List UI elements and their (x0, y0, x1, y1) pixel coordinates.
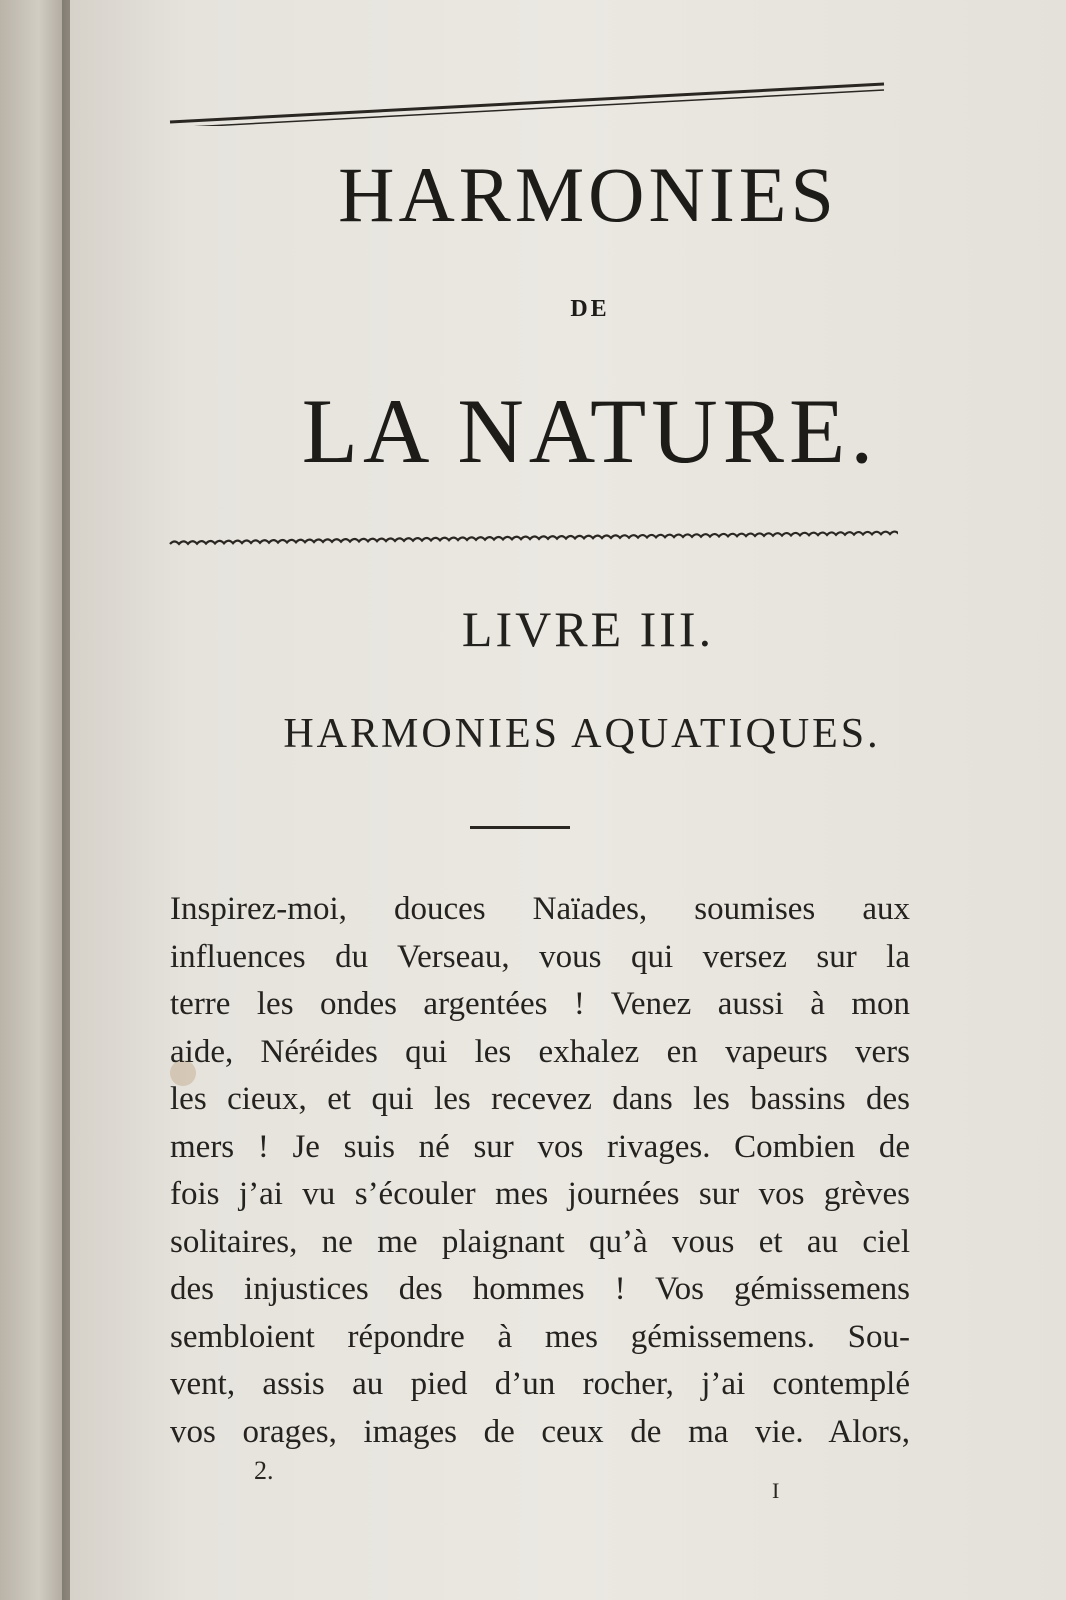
previous-page-edge (0, 0, 70, 1600)
title-line-3: LA NATURE. (301, 380, 879, 482)
wavy-rule (168, 522, 898, 552)
body-paragraph (170, 886, 910, 1456)
page-number: I (772, 1478, 780, 1503)
text-line: les cieux, et qui les recevez dans les bassins des (170, 1081, 910, 1117)
text-line: fois j’ai vu s’écouler mes journées sur vos grèves (170, 1176, 910, 1212)
text-line: aide, Néréides qui les exhalez en vapeurs vers (170, 1033, 910, 1070)
book-heading: LIVRE III. (461, 601, 715, 657)
text-line: mers ! Je suis né sur vos rivages. Combien de (170, 1128, 910, 1165)
text-line: Inspirez-moi, douces Naïades, soumises aux (170, 891, 910, 927)
text-line: influences du Verseau, vous qui versez sur la (170, 938, 910, 975)
section-heading: HARMONIES AQUATIQUES. (283, 711, 881, 757)
title-line-1: HARMONIES (338, 151, 838, 238)
short-rule (470, 826, 570, 829)
book-page (70, 0, 1066, 1600)
text-line: solitaires, ne me plaignant qu’à vous et au ciel (170, 1223, 910, 1260)
text-line: terre les ondes argentées ! Venez aussi à mon (170, 986, 910, 1022)
double-rule-top (168, 78, 888, 126)
text-line: des injustices des hommes ! Vos gémissemens (170, 1271, 910, 1307)
text-line: vent, assis au pied d’un rocher, j’ai contemplé (170, 1366, 910, 1402)
signature-mark: 2. (254, 1456, 274, 1485)
text-line: vos orages, images de ceux de ma vie. Alors, (170, 1413, 910, 1450)
text-line: sembloient répondre à mes gémissemens. Sou- (170, 1318, 910, 1355)
title-line-2: DE (570, 296, 610, 322)
